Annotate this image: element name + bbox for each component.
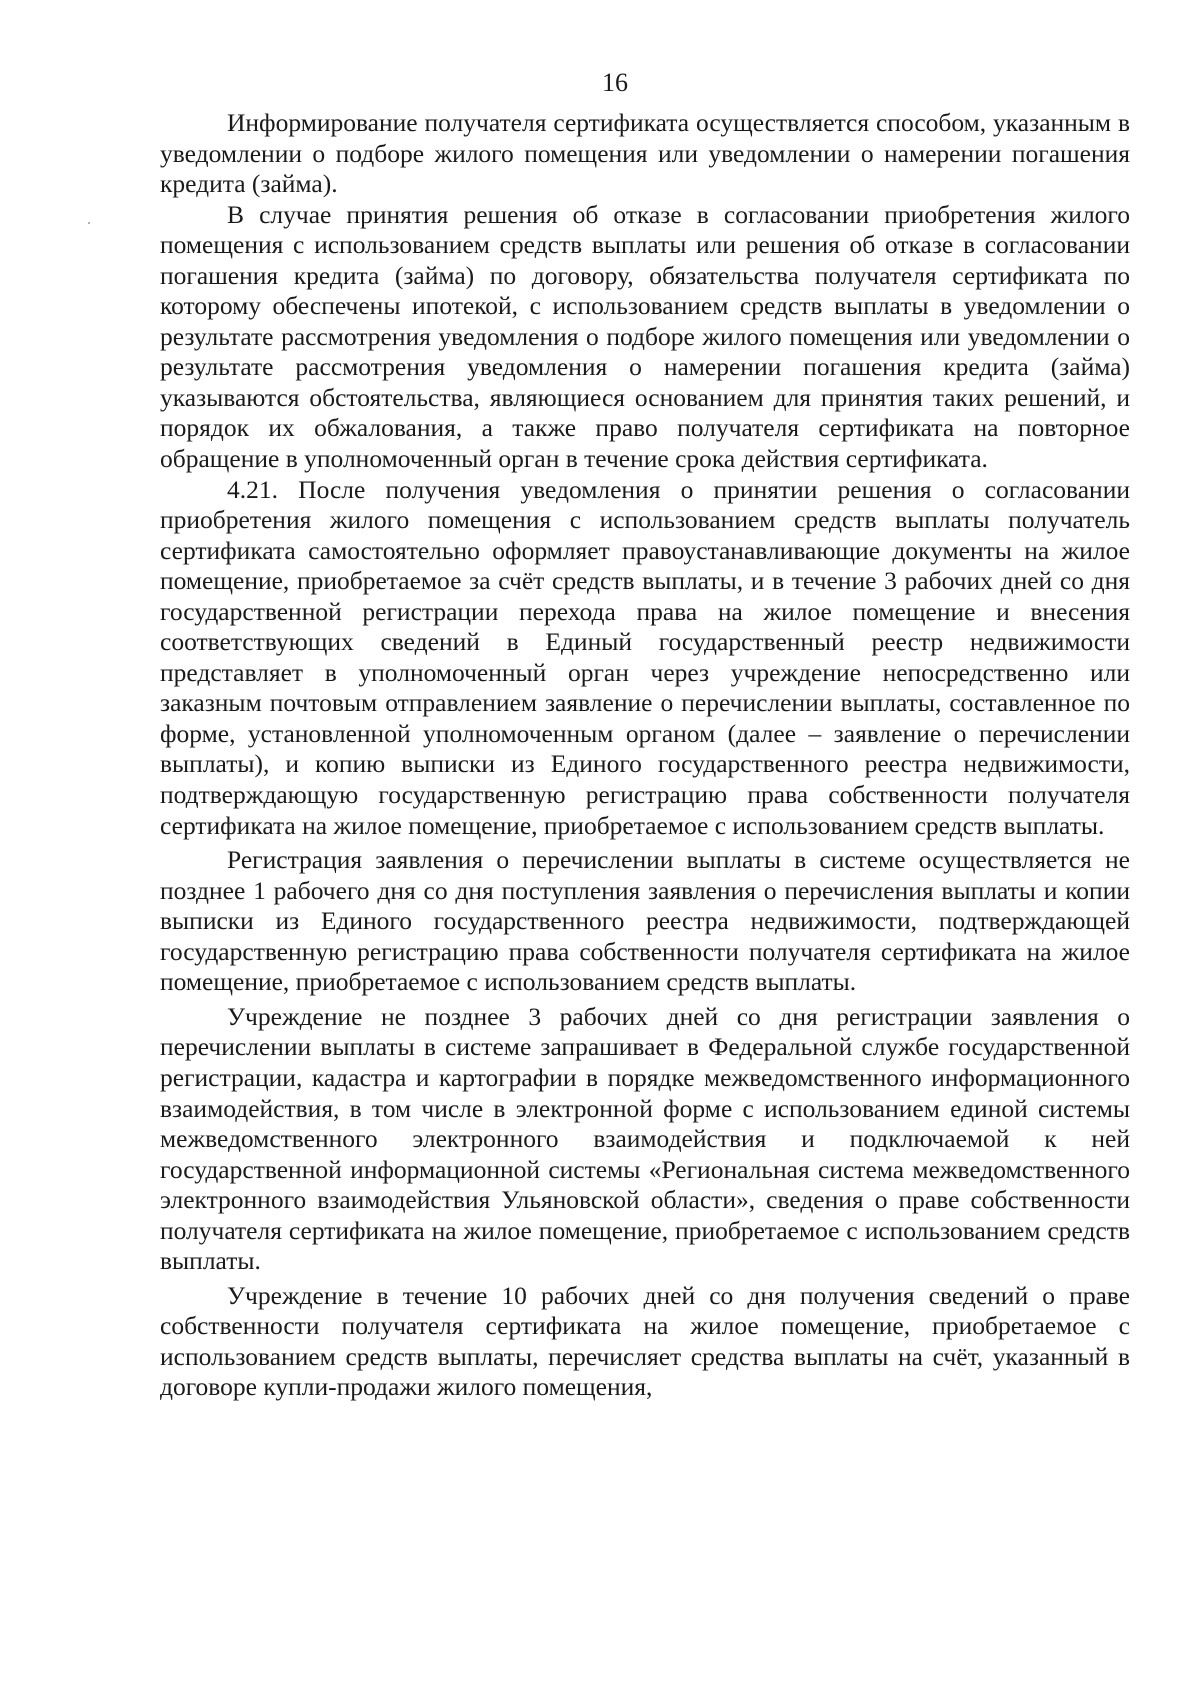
- paragraph-interagency-request: Учреждение не позднее 3 рабочих дней со дня регистрации заявления о перечислении выплаты в системе запрашивает в Федеральной службе государственной регистрации, кадастра и картографии в порядке межведомственного информационного взаимодействия, в том числе в электронной форме с использованием единой системы межведомственного электронного взаимодействия и подключаемой к ней государственной информационной системы «Региональная система межведомственного электронного взаимодействия Ульяновской области», сведения о праве собственности получателя сертификата на жилое помещение, приобретаемое с использованием средств выплаты.: [160, 1001, 1130, 1276]
- paragraph-section-4-21: 4.21. После получения уведомления о принятии решения о согласовании приобретения жилого помещения с использованием средств выплаты получатель сертификата самостоятельно оформляет правоустанавливающие документы на жилое помещение, приобретаемое за счёт средств выплаты, и в течение 3 рабочих дней со дня государственной регистрации перехода права на жилое помещение и внесения соответствующих сведений в Единый государственный реестр недвижимости представляет в уполномоченный орган через учреждение непосредственно или заказным почтовым отправлением заявление о перечислении выплаты, составленное по форме, установленной уполномоченным органом (далее – заявление о перечислении выплаты), и копию выписки из Единого государственного реестра недвижимости, подтверждающую государственную регистрацию права собственности получателя сертификата на жилое помещение, приобретаемое с использованием средств выплаты.: [160, 474, 1130, 840]
- scan-speck: [88, 222, 90, 224]
- paragraph-refusal-decision: В случае принятия решения об отказе в согласовании приобретения жилого помещения с использованием средств выплаты или решения об отказе в согласовании погашения кредита (займа) по договору, обязательства получателя сертификата по которому обеспечены ипотекой, с использованием средств выплаты в уведомлении о результате рассмотрения уведомления о подборе жилого помещения или уведомлении о результате рассмотрения уведомления о намерении погашения кредита (займа) указываются обстоятельства, являющиеся основанием для принятия таких решений, и порядок их обжалования, а также право получателя сертификата на повторное обращение в уполномоченный орган в течение срока действия сертификата.: [160, 199, 1130, 474]
- page-number: 16: [602, 68, 628, 97]
- paragraph-payment-transfer: Учреждение в течение 10 рабочих дней со дня получения сведений о праве собственности получателя сертификата на жилое помещение, приобретаемое с использованием средств выплаты, перечисляет средства выплаты на счёт, указанный в договоре купли-продажи жилого помещения,: [160, 1280, 1130, 1402]
- paragraph-informing-recipient: Информирование получателя сертификата осуществляется способом, указанным в уведомлении о подборе жилого помещения или уведомлении о намерении погашения кредита (займа).: [160, 108, 1130, 199]
- paragraph-registration-of-application: Регистрация заявления о перечислении выплаты в системе осуществляется не позднее 1 рабочего дня со дня поступления заявления о перечисления выплаты и копии выписки из Единого государственного реестра недвижимости, подтверждающей государственную регистрацию права собственности получателя сертификата на жилое помещение, приобретаемое с использованием средств выплаты.: [160, 845, 1130, 997]
- document-body: [160, 108, 1130, 1403]
